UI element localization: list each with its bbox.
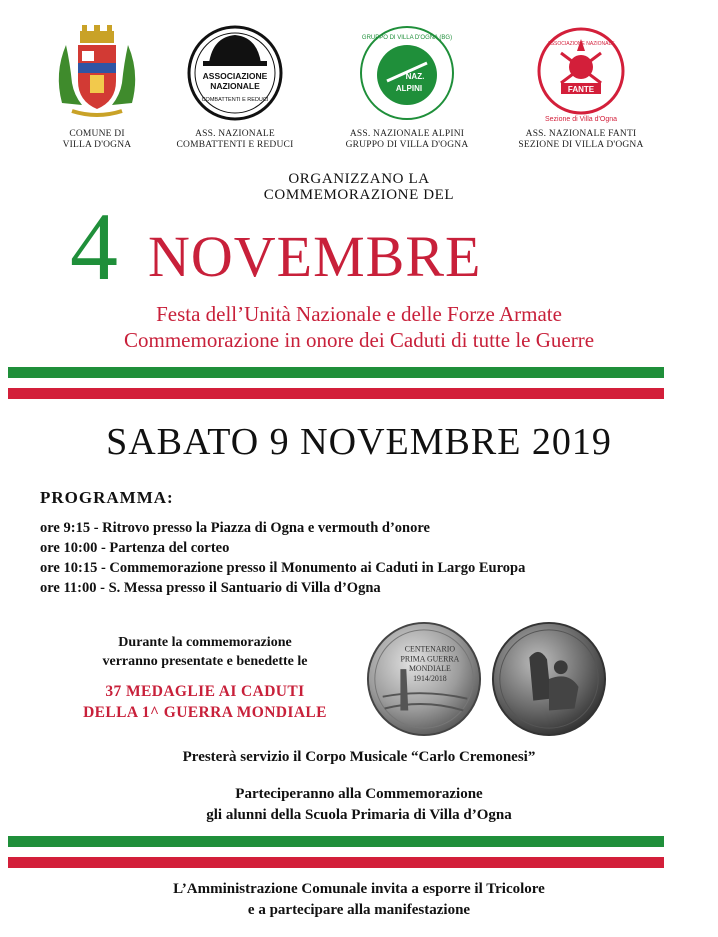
tricolor-stripe-red-top <box>8 388 664 399</box>
medal-highlight: 37 MEDAGLIE AI CADUTI DELLA 1^ GUERRA MONDIALE <box>83 683 327 721</box>
logo-combattenti <box>150 20 320 151</box>
headline-day: 4 <box>70 193 118 300</box>
program-list <box>40 518 680 598</box>
logo-alpini-caption: ASS. NAZIONALE ALPINI GRUPPO DI VILLA D'OGNA <box>345 129 469 150</box>
event-date: SABATO 9 NOVEMBRE 2019 <box>106 421 612 463</box>
svg-text:GRUPPO DI VILLA D'OGNA (BG): GRUPPO DI VILLA D'OGNA (BG) <box>361 34 453 41</box>
headline-month: NOVEMBRE <box>148 224 482 289</box>
tricolor-stripe-red-bottom <box>8 857 664 868</box>
intro-text: ORGANIZZANO LA COMMEMORAZIONE DEL <box>263 171 455 203</box>
program-item: ore 9:15 - Ritrovo presso la Piazza di Ogna e vermouth d’onore <box>40 520 430 536</box>
program-item: ore 11:00 - S. Messa presso il Santuario di Villa d’Ogna <box>40 580 381 596</box>
svg-text:ASSOCIAZIONE: ASSOCIAZIONE <box>202 70 268 81</box>
combattenti-badge-icon <box>185 23 285 123</box>
svg-text:FANTE: FANTE <box>567 84 595 94</box>
svg-text:CENTENARIO: CENTENARIO <box>404 644 456 654</box>
logo-row <box>0 20 718 155</box>
svg-text:Sezione di Villa d'Ogna: Sezione di Villa d'Ogna <box>544 115 618 123</box>
program-item: ore 10:00 - Partenza del corteo <box>40 540 230 556</box>
logo-combattenti-caption: ASS. NAZIONALE COMBATTENTI E REDUCI <box>176 129 294 150</box>
svg-text:ASSOCIAZIONE NAZIONALE: ASSOCIAZIONE NAZIONALE <box>547 40 615 47</box>
footer-text: L’Amministrazione Comunale invita a esporre il Tricolore e a partecipare alla manifestazione <box>173 881 545 918</box>
svg-text:1914/2018: 1914/2018 <box>413 673 447 683</box>
coat-of-arms-icon <box>52 23 142 123</box>
program-title: PROGRAMMA: <box>40 488 174 507</box>
logo-fanti <box>496 20 666 151</box>
svg-text:NAZIONALE: NAZIONALE <box>210 80 260 91</box>
fanti-badge-icon <box>531 23 631 123</box>
alpini-badge-icon <box>357 23 457 123</box>
medal-back-image <box>490 620 608 738</box>
medal-description: Durante la commemorazione verranno presentate e benedette le <box>102 635 308 669</box>
medal-front-image <box>365 620 483 738</box>
headline <box>0 193 718 300</box>
svg-text:MONDIALE: MONDIALE <box>408 664 451 674</box>
logo-comune-caption: COMUNE DI VILLA D'OGNA <box>62 129 132 150</box>
tricolor-stripe-green-top <box>8 367 664 378</box>
participants-text: Parteciperanno alla Commemorazione gli alunni della Scuola Primaria di Villa d’Ogna <box>206 786 512 823</box>
svg-text:NAZ.: NAZ. <box>405 71 425 81</box>
band-text: Presterà servizio il Corpo Musicale “Carlo Cremonesi” <box>182 749 536 765</box>
svg-text:COMBATTENTI E REDUCI: COMBATTENTI E REDUCI <box>201 96 269 103</box>
tricolor-stripe-green-bottom <box>8 836 664 847</box>
subtitle: Festa dell’Unità Nazionale e delle Forze Armate Commemorazione in onore dei Caduti di tutte le Guerre <box>123 302 595 352</box>
logo-alpini <box>322 20 492 151</box>
svg-text:ALPINI: ALPINI <box>395 83 423 93</box>
program-item: ore 10:15 - Commemorazione presso il Monumento ai Caduti in Largo Europa <box>40 560 526 576</box>
svg-text:PRIMA GUERRA: PRIMA GUERRA <box>400 654 460 664</box>
logo-fanti-caption: ASS. NAZIONALE FANTI SEZIONE DI VILLA D'OGNA <box>518 129 644 150</box>
